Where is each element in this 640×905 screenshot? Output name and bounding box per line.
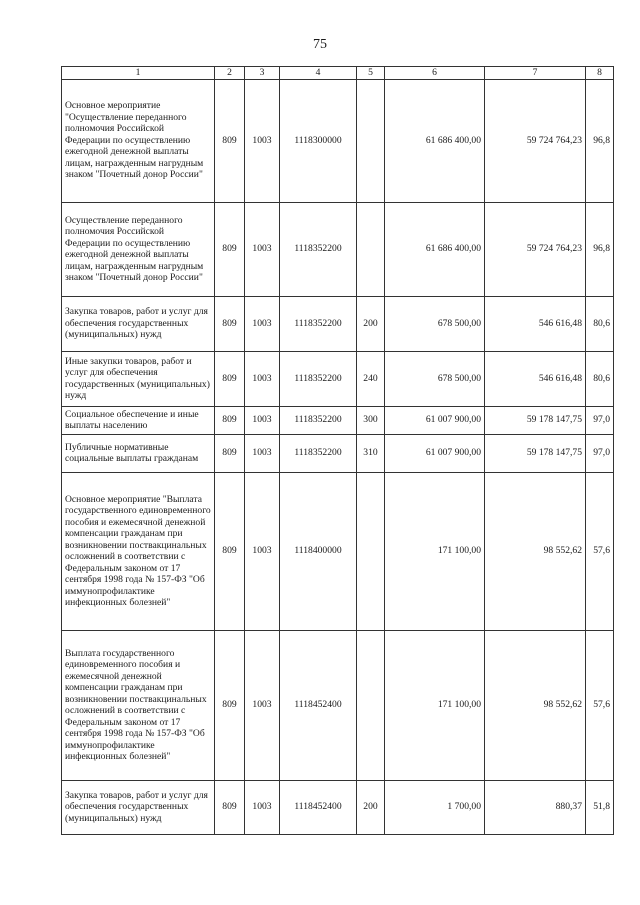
row-name: Основное мероприятие "Осуществление переданного полномочия Российской Федерации по осуществлению ежегодной денежной выплаты лицам, награжденным нагрудным знаком "Почетный донор России": [62, 79, 215, 202]
row-percent: 97,0: [586, 406, 614, 434]
row-target-code: 1118452400: [280, 630, 357, 780]
row-section-code: 1003: [245, 351, 280, 406]
row-actual-amount: 546 616,48: [485, 351, 586, 406]
row-section-code: 1003: [245, 202, 280, 296]
row-expense-type: 200: [357, 780, 385, 834]
budget-execution-table: [61, 66, 614, 835]
row-ministry-code: 809: [215, 780, 245, 834]
row-percent: 57,6: [586, 472, 614, 630]
row-target-code: 1118352200: [280, 434, 357, 472]
header-col-6: 6: [385, 67, 485, 80]
row-planned-amount: 678 500,00: [385, 351, 485, 406]
header-col-7: 7: [485, 67, 586, 80]
row-actual-amount: 880,37: [485, 780, 586, 834]
row-expense-type: 240: [357, 351, 385, 406]
row-expense-type: [357, 79, 385, 202]
row-target-code: 1118300000: [280, 79, 357, 202]
table-row: [62, 780, 614, 834]
row-ministry-code: 809: [215, 406, 245, 434]
row-actual-amount: 59 724 764,23: [485, 79, 586, 202]
row-actual-amount: 59 178 147,75: [485, 406, 586, 434]
row-actual-amount: 59 724 764,23: [485, 202, 586, 296]
table-row: [62, 630, 614, 780]
row-percent: 96,8: [586, 202, 614, 296]
row-percent: 51,8: [586, 780, 614, 834]
row-ministry-code: 809: [215, 296, 245, 351]
row-name: Закупка товаров, работ и услуг для обеспечения государственных (муниципальных) нужд: [62, 296, 215, 351]
row-expense-type: 300: [357, 406, 385, 434]
row-ministry-code: 809: [215, 472, 245, 630]
row-target-code: 1118352200: [280, 406, 357, 434]
table-row: [62, 351, 614, 406]
row-target-code: 1118352200: [280, 296, 357, 351]
table-row: [62, 472, 614, 630]
row-planned-amount: 171 100,00: [385, 472, 485, 630]
header-col-3: 3: [245, 67, 280, 80]
row-planned-amount: 61 007 900,00: [385, 434, 485, 472]
row-ministry-code: 809: [215, 630, 245, 780]
row-target-code: 1118452400: [280, 780, 357, 834]
page-number: 75: [313, 37, 327, 52]
row-actual-amount: 59 178 147,75: [485, 434, 586, 472]
row-planned-amount: 1 700,00: [385, 780, 485, 834]
row-ministry-code: 809: [215, 434, 245, 472]
row-planned-amount: 61 686 400,00: [385, 202, 485, 296]
row-section-code: 1003: [245, 406, 280, 434]
row-percent: 80,6: [586, 296, 614, 351]
row-expense-type: [357, 472, 385, 630]
row-percent: 80,6: [586, 351, 614, 406]
row-section-code: 1003: [245, 434, 280, 472]
row-name: Выплата государственного единовременного пособия и ежемесячной денежной компенсации гражданам при возникновении поствакцинальных осложнений в соответствии с Федеральным законом от 17 сентября 1998 года № 157-ФЗ "Об иммунопрофилактике инфекционных болезней": [62, 630, 215, 780]
row-name: Иные закупки товаров, работ и услуг для обеспечения государственных (муниципальных) нужд: [62, 351, 215, 406]
row-planned-amount: 61 686 400,00: [385, 79, 485, 202]
header-col-5: 5: [357, 67, 385, 80]
row-actual-amount: 98 552,62: [485, 630, 586, 780]
row-target-code: 1118352200: [280, 351, 357, 406]
row-planned-amount: 678 500,00: [385, 296, 485, 351]
row-section-code: 1003: [245, 296, 280, 351]
row-name: Публичные нормативные социальные выплаты гражданам: [62, 434, 215, 472]
row-target-code: 1118400000: [280, 472, 357, 630]
table-row: [62, 406, 614, 434]
row-actual-amount: 98 552,62: [485, 472, 586, 630]
row-section-code: 1003: [245, 79, 280, 202]
row-ministry-code: 809: [215, 202, 245, 296]
row-ministry-code: 809: [215, 351, 245, 406]
row-expense-type: 200: [357, 296, 385, 351]
row-percent: 57,6: [586, 630, 614, 780]
table-header-row: [62, 67, 614, 80]
header-col-1: 1: [62, 67, 215, 80]
row-percent: 97,0: [586, 434, 614, 472]
row-expense-type: [357, 202, 385, 296]
row-actual-amount: 546 616,48: [485, 296, 586, 351]
row-section-code: 1003: [245, 780, 280, 834]
row-planned-amount: 171 100,00: [385, 630, 485, 780]
row-name: Осуществление переданного полномочия Российской Федерации по осуществлению ежегодной денежной выплаты лицам, награжденным нагрудным знаком "Почетный донор России": [62, 202, 215, 296]
header-col-4: 4: [280, 67, 357, 80]
row-name: Закупка товаров, работ и услуг для обеспечения государственных (муниципальных) нужд: [62, 780, 215, 834]
table-row: [62, 434, 614, 472]
row-name: Основное мероприятие "Выплата государственного единовременного пособия и ежемесячной денежной компенсации гражданам при возникновении поствакцинальных осложнений в соответствии с Федеральным законом от 17 сентября 1998 года № 157-ФЗ "Об иммунопрофилактике инфекционных болезней": [62, 472, 215, 630]
row-name: Социальное обеспечение и иные выплаты населению: [62, 406, 215, 434]
row-expense-type: [357, 630, 385, 780]
header-col-2: 2: [215, 67, 245, 80]
row-planned-amount: 61 007 900,00: [385, 406, 485, 434]
table-row: [62, 202, 614, 296]
row-section-code: 1003: [245, 472, 280, 630]
header-col-8: 8: [586, 67, 614, 80]
row-ministry-code: 809: [215, 79, 245, 202]
row-target-code: 1118352200: [280, 202, 357, 296]
table-row: [62, 79, 614, 202]
table-row: [62, 296, 614, 351]
row-expense-type: 310: [357, 434, 385, 472]
row-section-code: 1003: [245, 630, 280, 780]
row-percent: 96,8: [586, 79, 614, 202]
